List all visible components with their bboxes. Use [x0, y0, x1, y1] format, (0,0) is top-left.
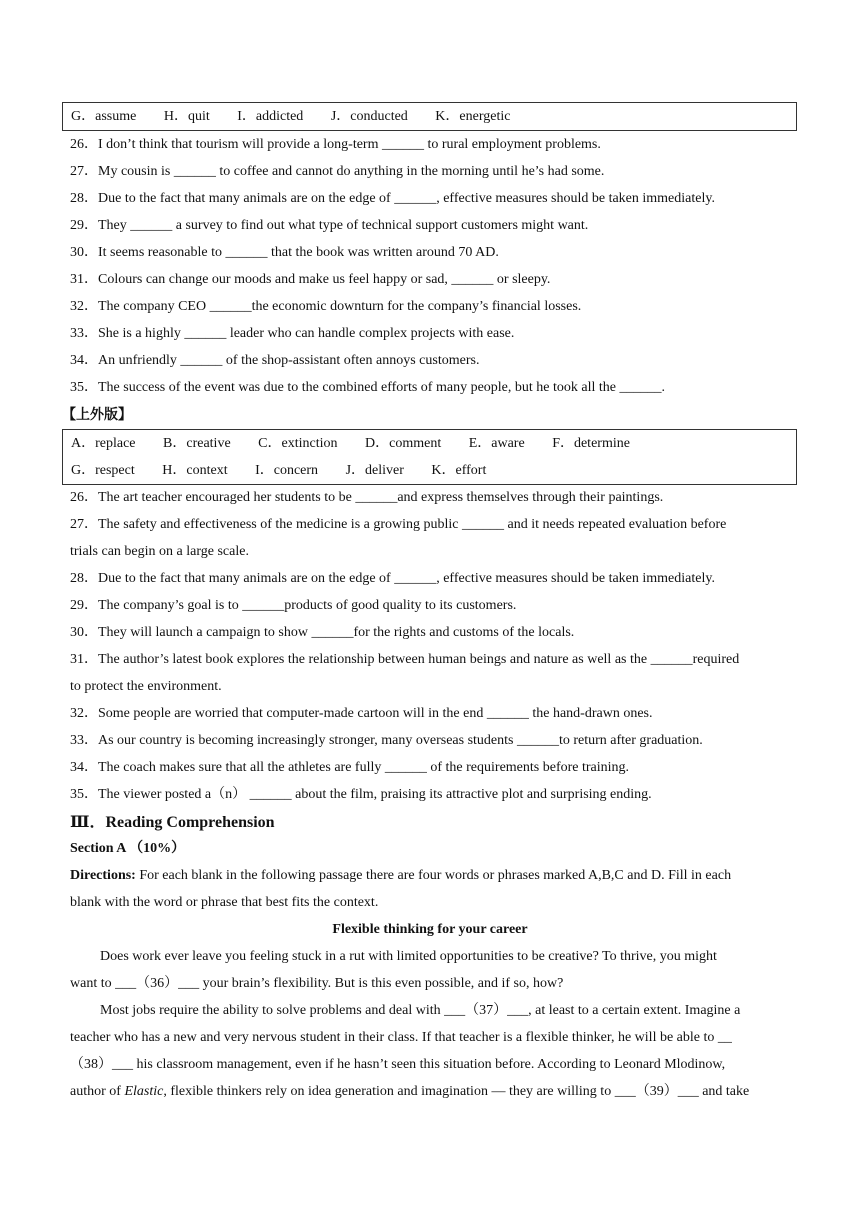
passage-text: Most jobs require the ability to solve problems and deal with [100, 1003, 445, 1018]
directions-line [70, 866, 800, 886]
edition-heading: 【上外版】 [62, 407, 132, 423]
passage-line [70, 1028, 800, 1048]
word-bank-row [71, 103, 788, 130]
question-line: 27．My cousin is ______ to coffee and cannot do anything in the morning until he’s had some. [70, 164, 605, 179]
word-bank-box [62, 102, 797, 131]
word-option: H．quit [163, 109, 210, 124]
word-option: G．respect [71, 463, 135, 478]
passage-text: and take [698, 1084, 750, 1099]
word-option: B．creative [163, 436, 231, 451]
section-title: Ⅲ．Reading Comprehension [70, 814, 275, 831]
word-option: K．energetic [435, 109, 511, 124]
question-line: 31．Colours can change our moods and make us feel happy or sad, ______ or sleepy. [70, 272, 551, 287]
word-option: K．effort [431, 463, 487, 478]
directions-text: For each blank in the following passage there are four words or phrases marked A,B,C and D. Fill in each [135, 868, 732, 883]
passage-line: Does work ever leave you feeling stuck in a rut with limited opportunities to be creative? To thrive, you might [100, 949, 717, 964]
question-line: trials can begin on a large scale. [70, 544, 249, 559]
question-line: 35．The viewer posted a（n） ______ about the film, praising its attractive plot and surprising ending. [70, 787, 652, 802]
passage-title: Flexible thinking for your career [332, 922, 528, 937]
question-line: 32．The company CEO ______the economic downturn for the company’s financial losses. [70, 299, 582, 314]
passage-text: teacher who has a new and very nervous student in their class. If that teacher is a flexible thinker, he will be able to [70, 1030, 718, 1045]
word-option: F．determine [552, 436, 630, 451]
word-option: J．conducted [330, 109, 408, 124]
question-line: 29．The company’s goal is to ______products of good quality to its customers. [70, 598, 517, 613]
passage-text: his classroom management, even if he hasn’t seen this situation before. According to Leonard Mlodinow, [133, 1057, 726, 1072]
word-option: C．extinction [258, 436, 338, 451]
word-option: D．comment [365, 436, 442, 451]
question-line: 28．Due to the fact that many animals are on the edge of ______, effective measures should be taken immediately. [70, 191, 715, 206]
question-line: 31．The author’s latest book explores the relationship between human beings and nature as well as the ______required [70, 652, 740, 667]
question-line: 34．The coach makes sure that all the athletes are fully ______ of the requirements before training. [70, 760, 630, 775]
word-option: A．replace [71, 436, 136, 451]
question-line: 30．It seems reasonable to ______ that the book was written around 70 AD. [70, 245, 499, 260]
question-line: 33．She is a highly ______ leader who can handle complex projects with ease. [70, 326, 515, 341]
passage-text: want to [70, 976, 116, 991]
word-option: E．aware [468, 436, 525, 451]
passage-line [70, 974, 800, 994]
directions-line: blank with the word or phrase that best fits the context. [70, 895, 379, 910]
question-line: 26．The art teacher encouraged her students to be ______and express themselves through their paintings. [70, 490, 664, 505]
passage-text: , flexible thinkers rely on idea generation and imagination — they are willing to [163, 1084, 615, 1099]
question-line: 29．They ______ a survey to find out what type of technical support customers might want. [70, 218, 589, 233]
blank-36: ___（36）___ [115, 976, 200, 991]
blank-39: ___（39）___ [614, 1084, 699, 1099]
passage-line [70, 1082, 800, 1102]
book-title: Elastic [124, 1084, 164, 1099]
word-option: G．assume [71, 109, 137, 124]
question-line: 35．The success of the event was due to the combined efforts of many people, but he took all the ______. [70, 380, 665, 395]
word-option: I．addicted [237, 109, 304, 124]
question-line: 33．As our country is becoming increasingly stronger, many overseas students ______to return after graduation. [70, 733, 703, 748]
word-bank-row [71, 430, 788, 457]
passage-line [100, 1001, 800, 1021]
question-line: to protect the environment. [70, 679, 222, 694]
question-line: 26．I don’t think that tourism will provide a long-term ______ to rural employment problems. [70, 137, 601, 152]
word-option: H．context [162, 463, 228, 478]
question-line: 30．They will launch a campaign to show ______for the rights and customs of the locals. [70, 625, 575, 640]
question-line: 32．Some people are worried that computer-made cartoon will in the end ______ the hand-drawn ones. [70, 706, 653, 721]
question-line: 28．Due to the fact that many animals are on the edge of ______, effective measures should be taken immediately. [70, 571, 715, 586]
passage-text: , at least to a certain extent. Imagine a [528, 1003, 741, 1018]
question-line: 34．An unfriendly ______ of the shop-assistant often annoys customers. [70, 353, 480, 368]
blank-37: ___（37）___ [444, 1003, 529, 1018]
subsection-title: Section A （10%） [70, 841, 186, 856]
word-bank-row [71, 457, 788, 484]
directions-label: Directions: [70, 868, 136, 883]
passage-text: author of [70, 1084, 125, 1099]
word-bank-box [62, 429, 797, 485]
blank-38-start: __ [717, 1030, 732, 1045]
question-line: 27．The safety and effectiveness of the medicine is a growing public ______ and it needs repeated evaluation before [70, 517, 727, 532]
word-option: I．concern [255, 463, 319, 478]
passage-line [70, 1055, 800, 1075]
passage-text: your brain’s flexibility. But is this even possible, and if so, how? [199, 976, 564, 991]
word-option: J．deliver [345, 463, 404, 478]
blank-38-end: （38）___ [70, 1057, 133, 1072]
